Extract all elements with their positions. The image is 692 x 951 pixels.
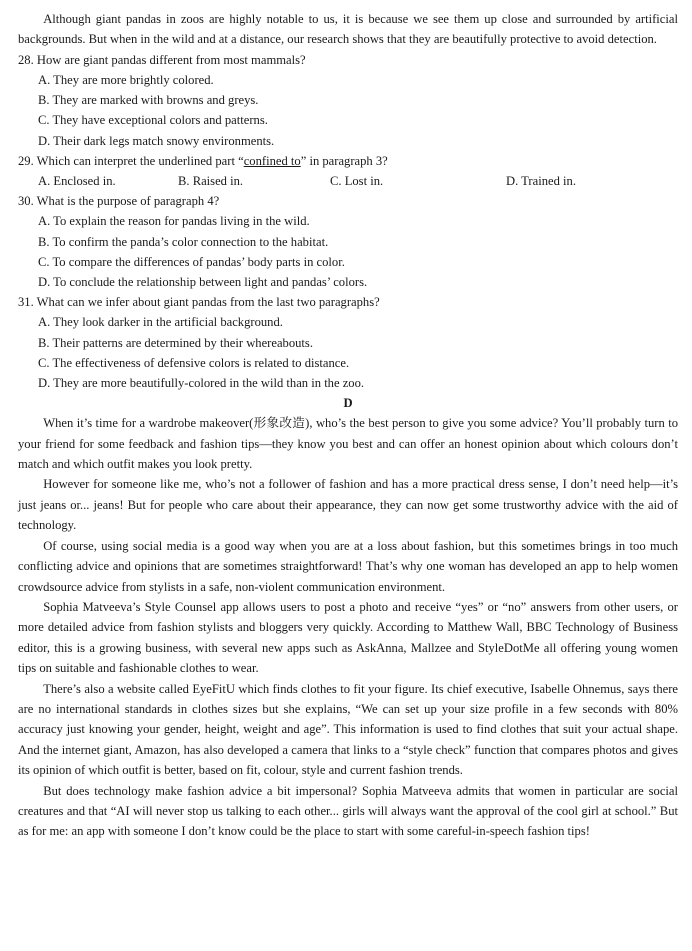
option-d: D. Trained in. — [506, 174, 576, 189]
option-d: D. They are more beautifully-colored in the wild than in the zoo. — [38, 376, 365, 391]
question-number: 30. — [18, 194, 34, 209]
question-stem — [18, 191, 678, 211]
option-b: B. Raised in. — [178, 174, 244, 189]
question-text: What can we infer about giant pandas from the last two paragraphs? — [36, 295, 380, 310]
question-30 — [18, 191, 678, 292]
passage-d — [18, 413, 678, 842]
question-number: 29. — [18, 153, 34, 168]
question-29 — [18, 151, 678, 191]
option-c: C. The effectiveness of defensive colors is related to distance. — [38, 355, 350, 370]
question-28 — [18, 50, 678, 151]
option-row — [18, 171, 678, 191]
option-b: B. Their patterns are determined by their whereabouts. — [38, 335, 313, 350]
option-c: C. To compare the differences of pandas’ body parts in color. — [38, 254, 345, 269]
question-31 — [18, 292, 678, 393]
option-a: A. They are more brightly colored. — [38, 73, 214, 88]
question-text: How are giant pandas different from most mammals? — [36, 52, 306, 67]
passage-paragraph: Sophia Matveeva’s Style Counsel app allows users to post a photo and receive “yes” or “no” answers from other users, or more detailed advice from fashion stylists and bloggers very quickly. According to Matthew Wall, BBC Technology of Business editor, this is a growing business, with several new apps such as AskAnna, Mallzee and StyleDotMe all offering young women tips on suitable and fashionable clothes to wear. — [18, 599, 678, 676]
question-number: 28. — [18, 52, 34, 67]
option-c: C. They have exceptional colors and patterns. — [38, 113, 268, 128]
passage-paragraph: Of course, using social media is a good way when you are at a loss about fashion, but this sometimes brings in too much conflicting advice and opinions that are sometimes straightforward! That’s why one woman has developed an app to help women crowdsource advice from stylists in a safe, non-violent communication environment. — [18, 538, 678, 594]
passage-paragraph: But does technology make fashion advice a bit impersonal? Sophia Matveeva admits that women in particular are social creatures and that “AI will never stop us talking to each other... girls will always want the approval of the cool girl at school.” But as for me: an app with someone I don’t know could be the place to start with some careful-in-speech fashion tips! — [18, 783, 678, 839]
question-text: ” in paragraph 3? — [300, 153, 388, 168]
question-stem — [18, 50, 678, 70]
question-text: Which can interpret the underlined part “ — [36, 153, 244, 168]
passage-paragraph: When it’s time for a wardrobe makeover(形象改造), who’s the best person to give you some advice? You’ll probably turn to your friend for some feedback and fashion tips—they know you best and can offer an honest opinion about which colours don’t match and which outfit makes you look pretty. — [18, 416, 678, 472]
question-text: What is the purpose of paragraph 4? — [36, 194, 220, 209]
option-a: A. Enclosed in. — [38, 174, 116, 189]
option-a: A. To explain the reason for pandas living in the wild. — [38, 214, 310, 229]
passage-paragraph: There’s also a website called EyeFitU which finds clothes to fit your figure. Its chief executive, Isabelle Ohnemus, says there are no international standards in clothes sizes but she explains, “We can set up your size profile in a few seconds with 80% accuracy just knowing your gender, height, weight and age”. This information is used to find clothes that suit your actual shape. And the internet giant, Amazon, has also developed a camera that links to a “style check” function that compares photos and gives its opinion of which outfit is better, based on fit, colour, style and current fashion trends. — [18, 681, 678, 778]
section-heading: D — [343, 396, 353, 411]
intro-paragraph: Although giant pandas in zoos are highly notable to us, it is because we see them up close and surrounded by artificial backgrounds. But when in the wild and at a distance, our research shows that they are beautifully protective to avoid detection. — [18, 12, 678, 47]
option-d: D. To conclude the relationship between light and pandas’ colors. — [38, 275, 368, 290]
question-number: 31. — [18, 295, 34, 310]
passage-paragraph: However for someone like me, who’s not a follower of fashion and has a more practical dress sense, I don’t need help—it’s just jeans or... jeans! But for people who care about their appearance, they can now get some trustworthy advice with the aid of technology. — [18, 477, 678, 533]
option-d: D. Their dark legs match snowy environments. — [38, 133, 275, 148]
option-a: A. They look darker in the artificial background. — [38, 315, 283, 330]
option-c: C. Lost in. — [330, 174, 384, 189]
underlined-phrase: confined to — [243, 153, 301, 168]
option-b: B. They are marked with browns and greys. — [38, 93, 259, 108]
question-stem — [18, 292, 678, 312]
question-stem — [18, 151, 678, 171]
option-b: B. To confirm the panda’s color connection to the habitat. — [38, 234, 329, 249]
